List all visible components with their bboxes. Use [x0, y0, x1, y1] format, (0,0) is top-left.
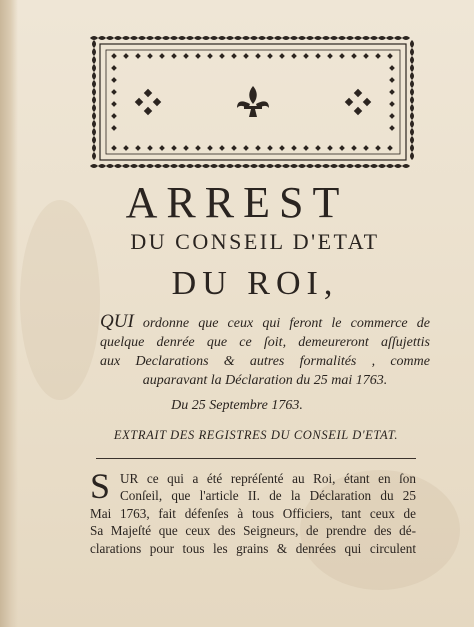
border-flourish [330, 36, 338, 40]
border-flourish [314, 36, 322, 40]
frame-stud [159, 53, 165, 59]
body-line: Conſeil, que l'article II. de la Déclaration du 25 [120, 488, 416, 504]
frame-stud [123, 53, 129, 59]
border-flourish [378, 36, 386, 40]
border-flourish [138, 164, 146, 168]
border-flourish [410, 40, 414, 48]
frame-stud [363, 145, 369, 151]
frame-stud [111, 125, 117, 131]
border-flourish [410, 48, 414, 56]
border-flourish [274, 164, 282, 168]
frame-stud [339, 145, 345, 151]
border-flourish [92, 112, 96, 120]
border-flourish [114, 164, 122, 168]
border-flourish [394, 36, 402, 40]
border-flourish [92, 120, 96, 128]
frame-stud [255, 145, 261, 151]
border-flourish [370, 36, 378, 40]
frame-stud [255, 53, 261, 59]
body-line: Mai 1763, fait défenſes à tous Officiers, tant ceux de [90, 505, 416, 521]
frame-stud [291, 53, 297, 59]
frame-stud [279, 145, 285, 151]
body-line: Sa Majeſté que ceux des Seigneurs, de prendre des dé- [90, 523, 416, 539]
border-flourish [234, 164, 242, 168]
title-arrest: ARREST [125, 178, 349, 227]
ornamental-frame [90, 34, 416, 170]
border-flourish [282, 164, 290, 168]
fleur-de-lis-icon [237, 86, 269, 117]
border-flourish [346, 164, 354, 168]
border-flourish [186, 164, 194, 168]
frame-stud [183, 53, 189, 59]
drop-cap: S [90, 466, 111, 506]
border-flourish [92, 64, 96, 72]
body-line: clarations pour tous les grains & denrées qui circulent [90, 540, 416, 556]
border-flourish [298, 36, 306, 40]
border-flourish [258, 164, 266, 168]
decree-summary [100, 312, 430, 390]
border-flourish [258, 36, 266, 40]
frame-stud [111, 113, 117, 119]
frame-stud [375, 145, 381, 151]
border-flourish [92, 48, 96, 56]
border-flourish [378, 164, 386, 168]
frame-stud [171, 53, 177, 59]
title-du-roi: DU ROI, [171, 265, 339, 302]
frame-stud [111, 77, 117, 83]
border-flourish [410, 128, 414, 136]
border-flourish [354, 36, 362, 40]
border-flourish [234, 36, 242, 40]
border-flourish [170, 36, 178, 40]
border-flourish [362, 36, 370, 40]
summary-line: aux Declarations & autres formalités , comme [100, 354, 430, 369]
frame-stud [219, 145, 225, 151]
border-flourish [92, 80, 96, 88]
border-flourish [130, 36, 138, 40]
border-flourish [92, 72, 96, 80]
summary-line: auparavant la Déclaration du 25 mai 1763. [142, 373, 388, 388]
frame-stud [389, 113, 395, 119]
border-flourish [114, 36, 122, 40]
border-flourish [122, 164, 130, 168]
border-flourish [146, 36, 154, 40]
frame-stud [111, 53, 117, 59]
border-flourish [266, 36, 274, 40]
border-flourish [250, 36, 258, 40]
border-flourish [322, 36, 330, 40]
border-flourish [210, 36, 218, 40]
frame-stud [327, 53, 333, 59]
border-flourish [218, 164, 226, 168]
border-flourish [170, 164, 178, 168]
border-flourish [98, 164, 106, 168]
border-flourish [370, 164, 378, 168]
border-flourish [92, 144, 96, 152]
frame-stud [135, 145, 141, 151]
border-flourish [154, 36, 162, 40]
border-flourish [410, 144, 414, 152]
border-flourish [194, 164, 202, 168]
border-flourish [282, 36, 290, 40]
frame-stud [315, 53, 321, 59]
border-flourish [402, 164, 410, 168]
border-flourish [410, 72, 414, 80]
border-flourish [92, 88, 96, 96]
border-flourish [410, 120, 414, 128]
border-flourish [410, 80, 414, 88]
border-flourish [92, 152, 96, 160]
frame-stud [195, 145, 201, 151]
border-flourish [130, 164, 138, 168]
frame-stud [279, 53, 285, 59]
cluster-ornament-left [135, 89, 161, 115]
frame-stud [389, 125, 395, 131]
border-flourish [92, 136, 96, 144]
border-flourish [202, 164, 210, 168]
paper-stain [20, 200, 100, 400]
border-flourish [338, 164, 346, 168]
border-flourish [410, 88, 414, 96]
border-flourish [298, 164, 306, 168]
divider-rule [96, 458, 416, 459]
border-flourish [178, 164, 186, 168]
frame-stud [387, 53, 393, 59]
border-flourish [274, 36, 282, 40]
border-flourish [330, 164, 338, 168]
border-flourish [410, 152, 414, 160]
border-flourish [386, 36, 394, 40]
border-flourish [354, 164, 362, 168]
frame-stud [303, 53, 309, 59]
frame-stud [363, 53, 369, 59]
border-flourish [162, 36, 170, 40]
frame-stud [111, 101, 117, 107]
border-flourish [146, 164, 154, 168]
frame-stud [389, 101, 395, 107]
border-flourish [266, 164, 274, 168]
border-flourish [106, 36, 114, 40]
frame-stud [291, 145, 297, 151]
border-flourish [226, 164, 234, 168]
border-flourish [306, 164, 314, 168]
extract-heading: EXTRAIT DES REGISTRES DU CONSEIL D'ETAT. [113, 428, 399, 442]
frame-stud [147, 145, 153, 151]
frame-stud [389, 77, 395, 83]
body-line: UR ce qui a été repréſenté au Roi, étant en ſon [120, 471, 416, 486]
border-flourish [402, 36, 410, 40]
border-flourish [410, 96, 414, 104]
frame-stud [243, 145, 249, 151]
frame-stud [351, 145, 357, 151]
border-flourish [210, 164, 218, 168]
border-flourish [322, 164, 330, 168]
border-flourish [154, 164, 162, 168]
border-flourish [338, 36, 346, 40]
frame-stud [387, 145, 393, 151]
border-flourish [178, 36, 186, 40]
border-flourish [202, 36, 210, 40]
frame-stud [375, 53, 381, 59]
page-edge-shadow [0, 0, 18, 627]
border-flourish [290, 164, 298, 168]
border-flourish [186, 36, 194, 40]
frame-stud [207, 53, 213, 59]
title-du-conseil: DU CONSEIL D'ETAT [130, 229, 380, 254]
cluster-ornament-right [345, 89, 371, 115]
frame-stud [219, 53, 225, 59]
border-flourish [242, 36, 250, 40]
border-flourish [410, 136, 414, 144]
border-flourish [410, 64, 414, 72]
frame-stud [111, 145, 117, 151]
summary-line: quelque denrée que ce ſoit, demeureront aſſujettis [100, 335, 430, 350]
border-flourish [306, 36, 314, 40]
border-flourish [162, 164, 170, 168]
border-flourish [386, 164, 394, 168]
border-flourish [194, 36, 202, 40]
frame-stud [111, 89, 117, 95]
border-flourish [92, 40, 96, 48]
border-flourish [410, 104, 414, 112]
border-flourish [90, 36, 98, 40]
summary-line: QUI ordonne que ceux qui feront le commerce de [100, 311, 430, 332]
frame-stud [389, 89, 395, 95]
frame-stud [171, 145, 177, 151]
border-flourish [138, 36, 146, 40]
frame-stud [243, 53, 249, 59]
frame-stud [267, 145, 273, 151]
border-flourish [226, 36, 234, 40]
border-flourish [92, 96, 96, 104]
frame-stud [231, 53, 237, 59]
frame-stud [207, 145, 213, 151]
frame-stud [147, 53, 153, 59]
frame-stud [135, 53, 141, 59]
frame-stud [123, 145, 129, 151]
frame-stud [111, 65, 117, 71]
body-paragraph [90, 466, 416, 557]
border-flourish [410, 112, 414, 120]
frame-stud [389, 65, 395, 71]
frame-stud [303, 145, 309, 151]
frame-stud [327, 145, 333, 151]
border-flourish [92, 128, 96, 136]
border-flourish [98, 36, 106, 40]
border-flourish [290, 36, 298, 40]
border-flourish [242, 164, 250, 168]
frame-stud [267, 53, 273, 59]
border-flourish [92, 56, 96, 64]
frame-stud [351, 53, 357, 59]
border-flourish [314, 164, 322, 168]
border-flourish [106, 164, 114, 168]
frame-stud [339, 53, 345, 59]
border-flourish [394, 164, 402, 168]
decree-date: Du 25 Septembre 1763. [171, 398, 303, 413]
border-flourish [250, 164, 258, 168]
border-flourish [346, 36, 354, 40]
frame-stud [231, 145, 237, 151]
border-flourish [362, 164, 370, 168]
border-flourish [122, 36, 130, 40]
border-flourish [92, 104, 96, 112]
border-flourish [90, 164, 98, 168]
frame-stud [183, 145, 189, 151]
frame-stud [159, 145, 165, 151]
frame-stud [195, 53, 201, 59]
border-flourish [218, 36, 226, 40]
border-flourish [410, 56, 414, 64]
frame-stud [315, 145, 321, 151]
